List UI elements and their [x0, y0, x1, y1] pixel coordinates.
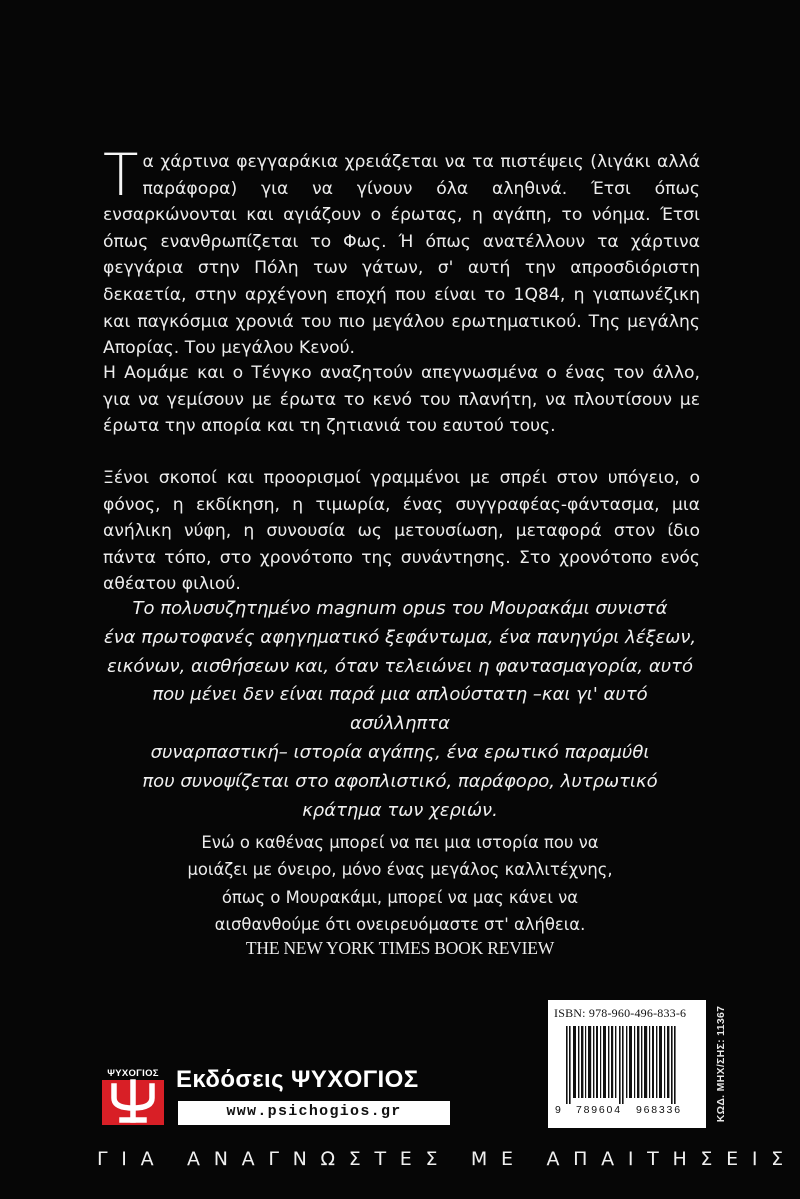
- quote-line: αισθανθούμε ότι ονειρευόμαστε στ' αλήθεια.: [214, 915, 586, 935]
- blurb-line: εικόνων, αισθήσεων και, όταν τελειώνει η φαντασμαγορία, αυτό: [106, 655, 694, 677]
- machine-code: [712, 1000, 730, 1128]
- barcode-digits-left: 789604: [576, 1104, 622, 1116]
- logo-name: ΨΥΧΟΓΙΟΣ: [107, 1068, 159, 1079]
- isbn-label: ISBN: 978-960-496-833-6: [554, 1006, 687, 1020]
- paragraph-intro-text: α χάρτινα φεγγαράκια χρειάζεται να τα πιστέψεις (λιγάκι αλλά παράφορα) για να γίνουν όλα αληθινά. Έτσι όπως ενσαρκώνονται και αγιάζουν ο έρωτας, η αγάπη, το νόημα. Έτσι όπως ενανθρωπίζεται το Φως. Ή όπως ανατέλλουν τα χάρτινα φεγγάρια στην Πόλη των γάτων, σ' αυτή την απροσδιόριστη δεκαετία, στην αρχέγονη εποχή που είναι το 1Q84, η γιαπωνέζικη και παγκόσμια χρονιά του πιο μεγάλου ερωτηματικού. Της μεγάλης Απορίας. Του μεγάλου Κενού.: [103, 152, 700, 359]
- publisher-logo: [98, 1068, 168, 1126]
- psi-logo-icon: [98, 1068, 168, 1126]
- paragraph-characters: Η Αομάμε και ο Τένγκο αναζητούν απεγνωσμένα ο ένας τον άλλο, για να γεμίσουν με έρωτα το κενό του πλανήτη, να πλουτίσουν με έρωτα την απορία και τη ζητιανιά του εαυτού τους.: [103, 363, 700, 437]
- barcode-digits-right: 968336: [636, 1104, 682, 1116]
- barcode-graphic: [556, 1026, 698, 1106]
- quote-line: μοιάζει με όνειρο, μόνο ένας μεγάλος καλλιτέχνης,: [187, 860, 613, 880]
- barcode-panel: [548, 1000, 706, 1128]
- publisher-title: Εκδόσεις ΨΥΧΟΓΙΟΣ: [176, 1066, 419, 1093]
- barcode-digit-prefix: 9: [555, 1104, 561, 1116]
- review-quote: [180, 829, 620, 939]
- machine-code-label: ΚΩΔ. ΜΗΧ/ΣΗΣ: 11367: [715, 1005, 727, 1123]
- publisher-url-bar: [178, 1101, 450, 1125]
- paragraph-intro: [103, 141, 700, 362]
- blurb-line: που μένει δεν είναι παρά μια απλούστατη –και γι' αυτό ασύλληπτα: [152, 684, 648, 735]
- blurb-italic: [100, 595, 700, 825]
- blurb-line: που συνοψίζεται στο αφοπλιστικό, παράφορο, λυτρωτικό: [142, 770, 658, 792]
- blurb-line: Το πολυσυζητημένο magnum opus του Μουρακάμι συνιστά: [132, 598, 668, 619]
- drop-cap: Τ: [103, 141, 139, 209]
- quote-line: Ενώ ο καθένας μπορεί να πει μια ιστορία που να: [201, 833, 599, 852]
- publisher-tagline: ΓΙΑ ΑΝΑΓΝΩΣΤΕΣ ΜΕ ΑΠΑΙΤΗΣΕΙΣ: [97, 1148, 797, 1170]
- quote-source: THE NEW YORK TIMES BOOK REVIEW: [245, 938, 555, 958]
- blurb-line: συναρπαστική– ιστορία αγάπης, ένα ερωτικό παραμύθι: [150, 741, 650, 763]
- publisher-url: www.psichogios.gr: [226, 1103, 402, 1120]
- blurb-line: ένα πρωτοφανές αφηγηματικό ξεφάντωμα, ένα πανηγύρι λέξεων,: [103, 626, 697, 648]
- quote-line: όπως ο Μουρακάμι, μπορεί να μας κάνει να: [221, 887, 579, 907]
- blurb-line: κράτημα των χεριών.: [302, 799, 498, 821]
- paragraph-themes: Ξένοι σκοποί και προορισμοί γραμμένοι με σπρέι στον υπόγειο, ο φόνος, η εκδίκηση, η τιμωρία, ένας συγγραφέας-φάντασμα, μια ανήλικη νύφη, η συνουσία ως μετουσίωση, μεταφορά στον ίδιο πάντα τόπο, στο χρονότοπο της συνάντησης. Στο χρονότοπο ενός αθέατου φιλιού.: [103, 468, 700, 595]
